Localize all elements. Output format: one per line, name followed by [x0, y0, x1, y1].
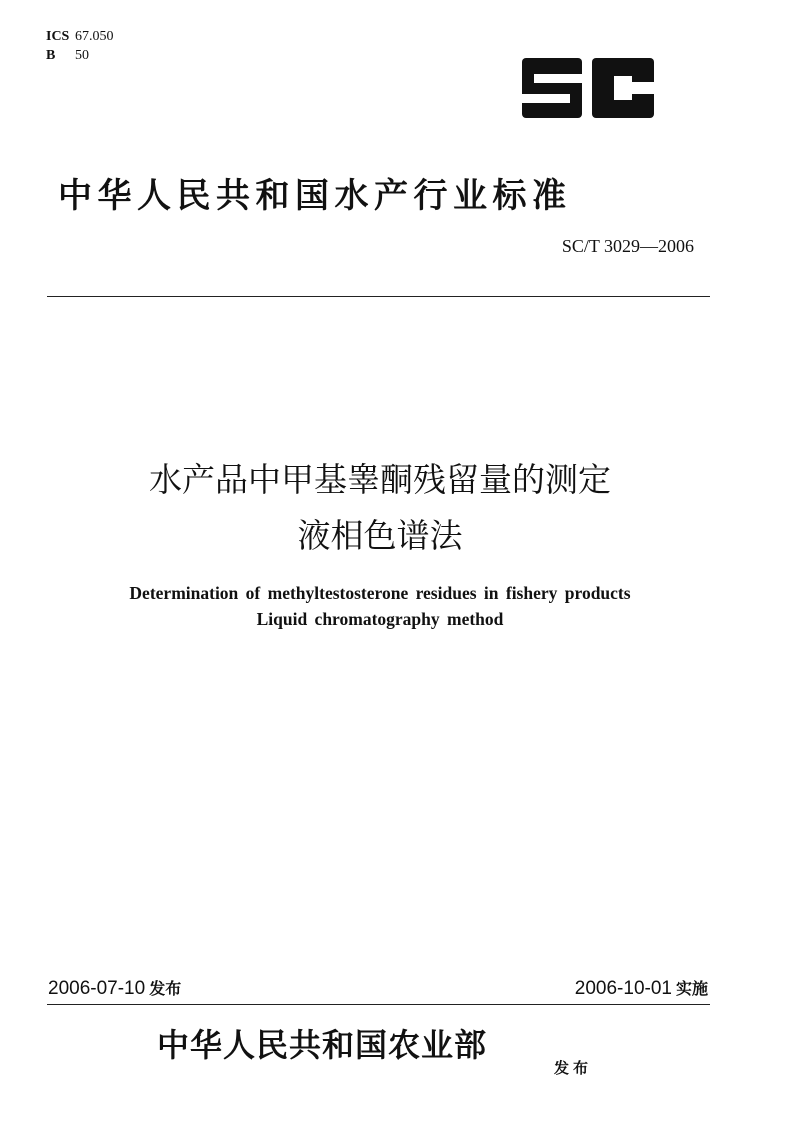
- ics-label: ICS: [46, 29, 70, 44]
- effective-date: 2006-10-01: [574, 978, 672, 999]
- effective-label: 实施: [675, 979, 708, 998]
- title-en-line2: Liquid chromatography method: [256, 609, 504, 629]
- ics-value: 67.050: [75, 29, 114, 44]
- issue-date-block: [48, 976, 181, 1000]
- classification-codes: [46, 27, 114, 65]
- ccs-code: [46, 46, 114, 65]
- bottom-divider: [47, 1004, 710, 1005]
- standard-organization: 中华人民共和国水产行业标准: [58, 176, 572, 216]
- ccs-label: B: [46, 48, 56, 63]
- title-cn-line2: 液相色谱法: [297, 516, 463, 555]
- top-divider: [47, 296, 710, 297]
- issue-date: 2006-07-10: [48, 978, 146, 999]
- title-en-line1: Determination of methyltestosterone residues in fishery products: [129, 583, 631, 603]
- title-cn-line1: 水产品中甲基睾酮残留量的测定: [149, 460, 611, 499]
- ics-code: [46, 27, 114, 46]
- standard-number: SC/T 3029—2006: [561, 236, 694, 256]
- issuing-authority: 中华人民共和国农业部: [157, 1026, 488, 1064]
- issuing-label: 发布: [554, 1059, 593, 1077]
- effective-date-block: [575, 976, 708, 1000]
- issue-label: 发布: [149, 979, 182, 998]
- sc-logo: [520, 58, 656, 118]
- ccs-value: 50: [75, 48, 89, 63]
